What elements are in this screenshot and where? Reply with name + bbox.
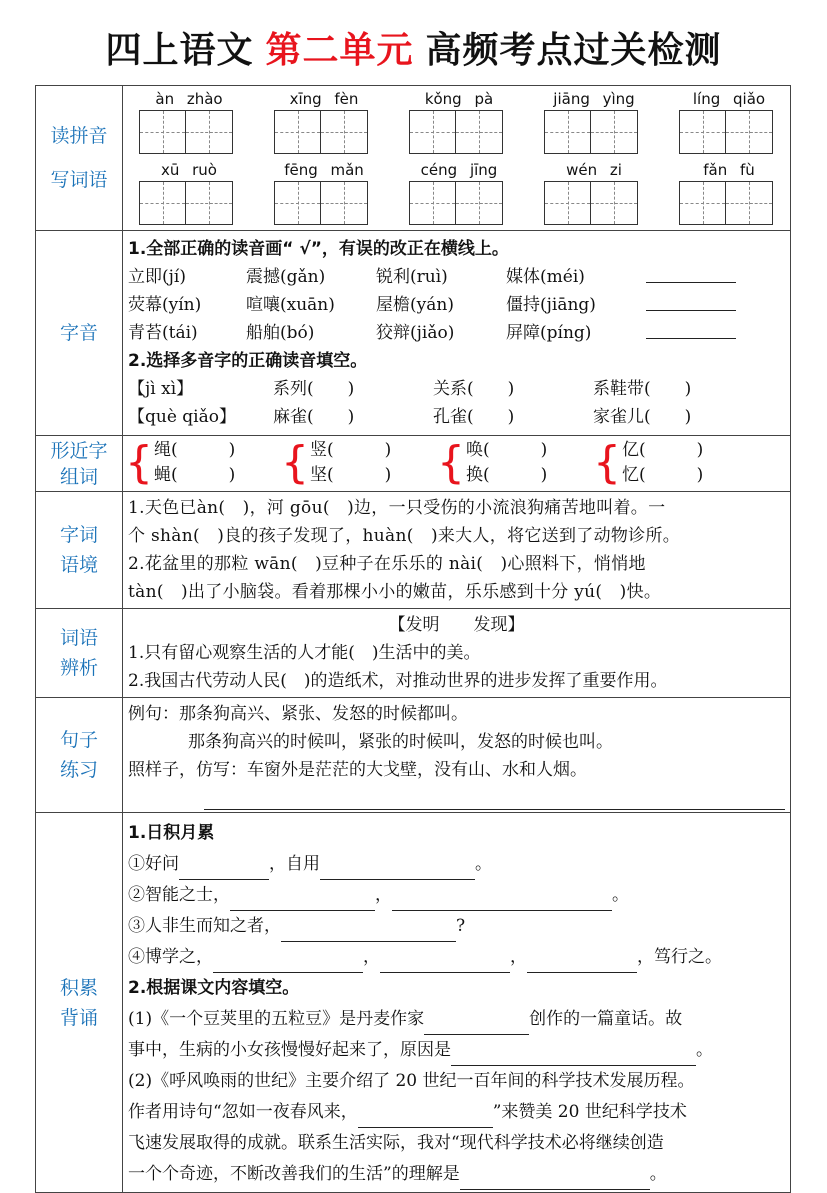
yujing-line: 1.天色已àn( )，河 gōu( )边，一只受伤的小流浪狗痛苦地叫着。一 — [128, 498, 666, 518]
ziyin-word: 喧嚷(xuān) — [246, 295, 335, 315]
pinyin-item — [139, 88, 239, 154]
pinyin-content — [123, 86, 791, 231]
xingjin-lines — [310, 438, 391, 488]
writing-box[interactable] — [274, 181, 321, 225]
l4d: ，笃行之。 — [637, 947, 722, 967]
l2c: 。 — [612, 885, 629, 905]
jilei-p1-line2 — [128, 1035, 785, 1066]
pinyin-item — [274, 88, 374, 154]
writing-box[interactable] — [544, 110, 591, 154]
label-yujing — [36, 492, 123, 609]
row-xingjin — [36, 436, 791, 492]
label-bianxi-1: 词语 — [59, 627, 98, 649]
pinyin-text: fēng mǎn — [284, 161, 364, 179]
xingjin-word: 换( ) — [466, 465, 548, 485]
yujing-line: tàn( )出了小脑袋。看着那棵小小的嫩苗，乐乐感到十分 yú( )快。 — [128, 582, 662, 602]
title-left: 四上语文 — [105, 30, 254, 71]
ziyin-content — [123, 231, 791, 436]
ziyin-word: 屋檐(yán) — [376, 295, 454, 315]
yujing-line: 个 shàn( )良的孩子发现了，huàn( )来大人，将它送到了动物诊所。 — [128, 526, 681, 546]
pinyin-item — [409, 159, 509, 225]
xingjin-groups — [125, 436, 790, 488]
writing-box[interactable] — [274, 110, 321, 154]
jilei-p2-line3: 飞速发展取得的成就。联系生活实际，我对“现代科学技术必将继续创造 — [128, 1133, 664, 1153]
l4c: ， — [510, 947, 527, 967]
l1a: ①好问 — [128, 854, 179, 874]
pinyin-item — [679, 88, 779, 154]
jilei-h1: 1.日积月累 — [128, 823, 215, 843]
pinyin-text: céng jīng — [420, 161, 498, 179]
writing-box[interactable] — [456, 181, 503, 225]
ziyin-q2: 2.选择多音字的正确读音填空。 — [128, 351, 368, 371]
pinyin-text: wén zi — [566, 161, 622, 179]
brace-icon: { — [593, 437, 621, 488]
row-pinyin — [36, 86, 791, 231]
label-pinyin — [36, 86, 123, 231]
poly-key: 【jì xì】 — [128, 379, 194, 399]
pinyin-text: xū ruò — [160, 161, 217, 179]
pinyin-item — [409, 88, 509, 154]
blank[interactable] — [320, 860, 475, 880]
pinyin-text: líng qiǎo — [692, 90, 766, 108]
xingjin-word: 唤( ) — [466, 440, 548, 460]
ziyin-word: 立即(jí) — [128, 267, 186, 287]
writing-box[interactable] — [139, 181, 186, 225]
brace-icon: { — [281, 437, 309, 488]
label-jilei-1: 积累 — [59, 976, 98, 999]
pinyin-item — [274, 159, 374, 225]
xingjin-word: 竖( ) — [310, 440, 392, 460]
brace-icon: { — [125, 437, 153, 488]
label-juzi-1: 句子 — [59, 729, 98, 751]
ziyin-row — [128, 263, 785, 291]
poly-word: 关系( ) — [433, 379, 515, 399]
label-jilei — [36, 813, 123, 1193]
label-juzi — [36, 698, 123, 813]
ziyin-word: 媒体(méi) — [506, 267, 585, 287]
juzi-content — [123, 698, 791, 813]
yujing-content — [123, 492, 791, 609]
bianxi-content — [123, 609, 791, 698]
pinyin-text: àn zhào — [155, 90, 223, 108]
label-yujing-2: 语境 — [59, 554, 98, 576]
label-bianxi-2: 辨析 — [59, 657, 98, 679]
poly-word: 系列( ) — [273, 379, 355, 399]
pinyin-item — [679, 159, 779, 225]
juzi-example-2: 那条狗高兴的时候叫，紧张的时候叫，发怒的时候也叫。 — [188, 732, 613, 752]
blank[interactable] — [451, 1046, 696, 1066]
xingjin-word: 亿( ) — [622, 440, 704, 460]
answer-line[interactable] — [646, 263, 736, 283]
yujing-line: 2.花盆里的那粒 wān( )豆种子在乐乐的 nài( )心照料下，悄悄地 — [128, 554, 646, 574]
label-ziyin: 字音 — [36, 231, 123, 436]
p1a: (1)《一个豆荚里的五粒豆》是丹麦作家 — [128, 1009, 425, 1029]
l1b: ，自用 — [269, 854, 320, 874]
ziyin-word: 锐利(ruì) — [376, 267, 448, 287]
xingjin-lines — [622, 438, 703, 488]
bianxi-line: 2.我国古代劳动人民( )的造纸术，对推动世界的进步发挥了重要作用。 — [128, 671, 668, 691]
bianxi-line: 1.只有留心观察生活的人才能( )生活中的美。 — [128, 643, 481, 663]
xingjin-group — [281, 438, 437, 488]
blank[interactable] — [358, 1108, 493, 1128]
juzi-example: 例句：那条狗高兴、紧张、发怒的时候都叫。 — [128, 704, 468, 724]
writing-box[interactable] — [409, 181, 456, 225]
ziyin-word: 震撼(gǎn) — [246, 267, 326, 287]
pinyin-text: xīng fèn — [289, 90, 359, 108]
ziyin-word: 屏障(píng) — [506, 323, 592, 343]
poly-word: 麻雀( ) — [273, 407, 355, 427]
jilei-line-4 — [128, 942, 785, 973]
writing-box[interactable] — [321, 110, 368, 154]
pinyin-text: fǎn fù — [703, 161, 755, 179]
blank[interactable] — [380, 953, 510, 973]
xingjin-word: 蝇( ) — [154, 465, 236, 485]
row-yujing — [36, 492, 791, 609]
ziyin-row — [128, 291, 785, 319]
ziyin-word: 狡辩(jiǎo) — [376, 323, 455, 343]
poly-word: 家雀儿( ) — [593, 407, 692, 427]
jilei-line-3 — [128, 911, 785, 942]
answer-line[interactable] — [646, 291, 736, 311]
writing-box[interactable] — [679, 181, 726, 225]
poly-rows — [128, 375, 785, 431]
jilei-p2-line2 — [128, 1097, 785, 1128]
label-pinyin-2: 写词语 — [50, 169, 108, 191]
writing-box[interactable] — [321, 181, 368, 225]
p2b: 作者用诗句“忽如一夜春风来， — [128, 1102, 358, 1122]
writing-box[interactable] — [679, 110, 726, 154]
blank[interactable] — [230, 891, 375, 911]
label-pinyin-1: 读拼音 — [50, 125, 108, 147]
p2c: ”来赞美 20 世纪科学技术 — [492, 1102, 687, 1122]
label-xingjin-1: 形近字 — [50, 439, 108, 462]
juzi-task: 照样子，仿写：车窗外是茫茫的大戈壁，没有山、水和人烟。 — [128, 760, 587, 780]
writing-box[interactable] — [591, 110, 638, 154]
jilei-h2: 2.根据课文内容填空。 — [128, 978, 300, 998]
pinyin-text: jiāng yìng — [553, 90, 635, 108]
label-xingjin — [36, 436, 123, 492]
ziyin-row — [128, 319, 785, 347]
writing-box[interactable] — [186, 181, 233, 225]
xingjin-group — [593, 438, 749, 488]
jilei-content — [123, 813, 791, 1193]
poly-word: 孔雀( ) — [433, 407, 515, 427]
ziyin-word: 青苔(tái) — [128, 323, 198, 343]
writing-box[interactable] — [726, 110, 773, 154]
xingjin-content — [123, 436, 791, 492]
blank[interactable] — [392, 891, 612, 911]
l4b: ， — [363, 947, 380, 967]
l2a: ②智能之士， — [128, 885, 230, 905]
ziyin-word: 船舶(bó) — [246, 323, 315, 343]
title-unit: 第二单元 — [265, 30, 414, 71]
p1c: 事中，生病的小女孩慢慢好起来了，原因是 — [128, 1040, 451, 1060]
poly-word: 系鞋带( ) — [593, 379, 692, 399]
ziyin-q1: 1.全部正确的读音画“ √”，有误的改正在横线上。 — [128, 239, 509, 259]
writing-box[interactable] — [409, 110, 456, 154]
blank[interactable] — [527, 953, 637, 973]
pinyin-item — [544, 159, 644, 225]
blank[interactable] — [213, 953, 363, 973]
bianxi-options: 【发明 发现】 — [388, 615, 525, 635]
poly-row — [128, 403, 785, 431]
title-right: 高频考点过关检测 — [425, 30, 722, 71]
ziyin-rows — [128, 263, 785, 347]
writing-box[interactable] — [544, 181, 591, 225]
row-jilei — [36, 813, 791, 1193]
label-jilei-2: 背诵 — [59, 1006, 98, 1029]
l2b: ， — [375, 885, 392, 905]
poly-key: 【què qiǎo】 — [128, 407, 236, 427]
p1b: 创作的一篇童话。故 — [529, 1009, 683, 1029]
ziyin-word: 僵持(jiāng) — [506, 295, 596, 315]
row-juzi — [36, 698, 791, 813]
jilei-line-1 — [128, 849, 785, 880]
row-ziyin — [36, 231, 791, 436]
blank[interactable] — [281, 922, 456, 942]
pinyin-text: kǒng pà — [424, 90, 494, 108]
poly-row — [128, 375, 785, 403]
writing-box[interactable] — [186, 110, 233, 154]
xingjin-lines — [466, 438, 547, 488]
row-bianxi — [36, 609, 791, 698]
l1c: 。 — [475, 854, 492, 874]
xingjin-group — [125, 438, 281, 488]
blank[interactable] — [460, 1170, 650, 1190]
brace-icon: { — [437, 437, 465, 488]
jilei-line-2 — [128, 880, 785, 911]
pinyin-item — [544, 88, 644, 154]
label-bianxi — [36, 609, 123, 698]
page-title — [0, 22, 827, 73]
xingjin-word: 绳( ) — [154, 440, 236, 460]
pinyin-item — [139, 159, 239, 225]
pinyin-grid — [123, 86, 790, 227]
xingjin-word: 忆( ) — [622, 465, 704, 485]
p2f: 。 — [649, 1164, 667, 1184]
l4a: ④博学之， — [128, 947, 213, 967]
ziyin-word: 荧幕(yín) — [128, 295, 202, 315]
writing-box[interactable] — [456, 110, 503, 154]
jilei-p2-line1: (2)《呼风唤雨的世纪》主要介绍了 20 世纪一百年间的科学技术发展历程。 — [128, 1071, 695, 1091]
label-xingjin-2: 组词 — [59, 465, 98, 488]
l3a: ③人非生而知之者， — [128, 916, 281, 936]
l3b: ? — [456, 916, 466, 936]
answer-line[interactable] — [646, 319, 736, 339]
blank[interactable] — [424, 1015, 529, 1035]
label-juzi-2: 练习 — [59, 759, 98, 781]
jilei-p2-line4 — [128, 1159, 785, 1190]
p2e: 一个个奇迹，不断改善我们的生活”的理解是 — [128, 1164, 460, 1184]
label-yujing-1: 字词 — [59, 524, 98, 546]
xingjin-word: 坚( ) — [310, 465, 392, 485]
writing-box[interactable] — [139, 110, 186, 154]
worksheet-table — [35, 85, 791, 1193]
p1d: 。 — [696, 1040, 713, 1060]
xingjin-lines — [154, 438, 235, 488]
xingjin-group — [437, 438, 593, 488]
blank[interactable] — [179, 860, 269, 880]
jilei-p1-line1 — [128, 1004, 785, 1035]
writing-box[interactable] — [726, 181, 773, 225]
juzi-answer-line[interactable] — [204, 784, 785, 810]
writing-box[interactable] — [591, 181, 638, 225]
